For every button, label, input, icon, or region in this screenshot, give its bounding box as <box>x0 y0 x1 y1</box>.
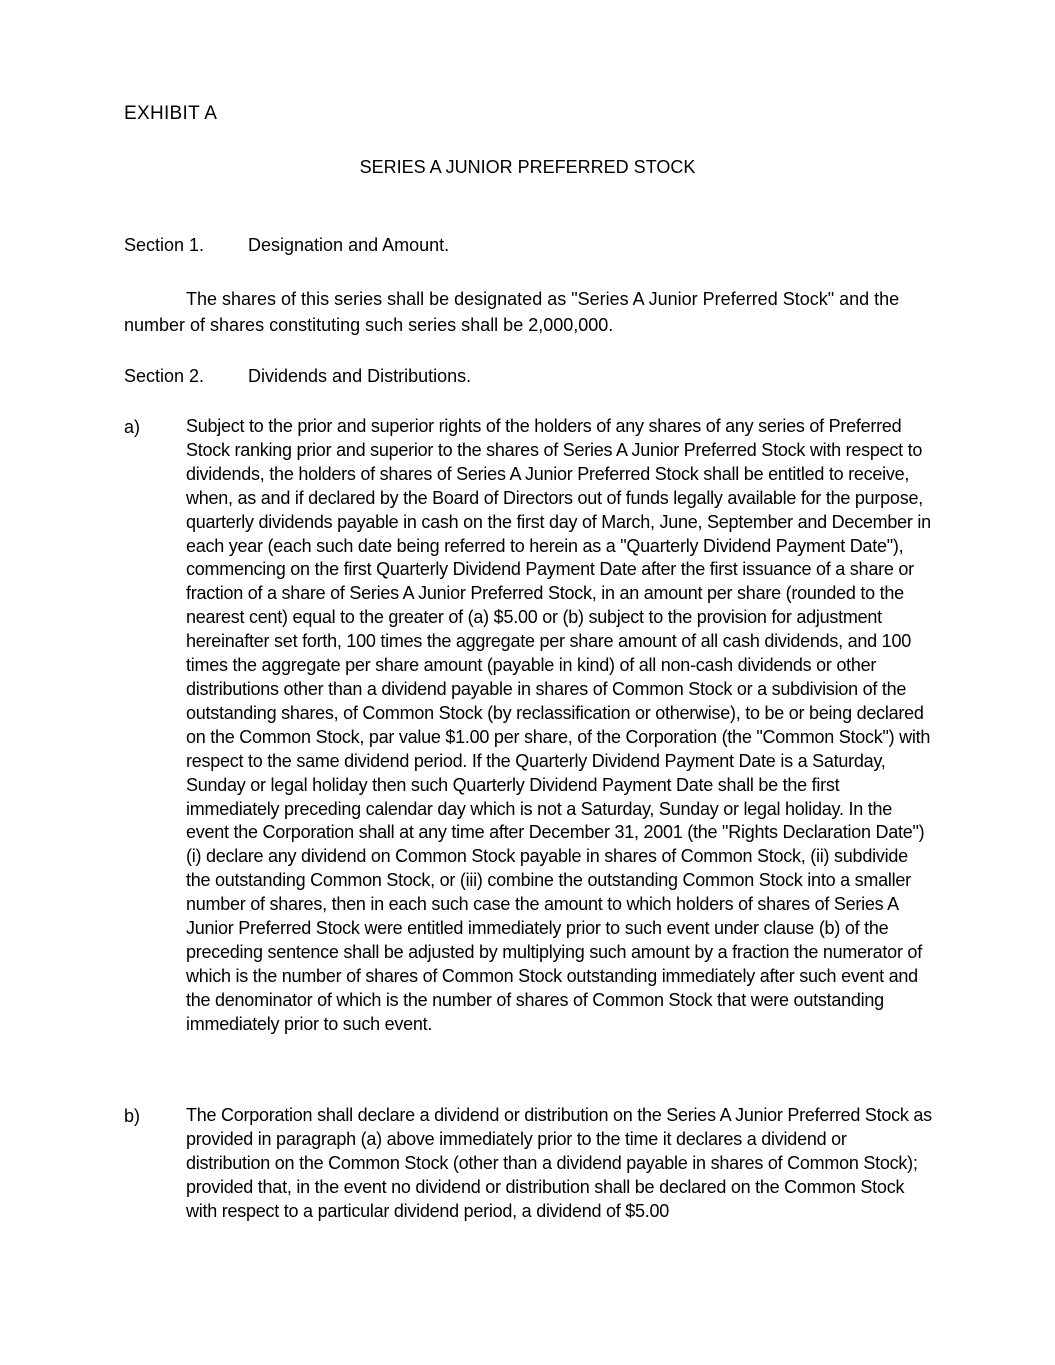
document-title: SERIES A JUNIOR PREFERRED STOCK <box>359 157 696 177</box>
section-2-title: Dividends and Distributions. <box>248 366 472 386</box>
section-1-title: Designation and Amount. <box>248 235 450 255</box>
section-2-heading <box>124 365 471 387</box>
list-item-a-text: Subject to the prior and superior rights of the holders of any shares of any series of Preferred Stock ranking prior and superior to the shares of Series A Junior Preferred Stock with respect to dividends, the holders of shares of Series A Junior Preferred Stock shall be entitled to receive, when, as and if declared by the Board of Directors out of funds legally available for the purpose, quarterly dividends payable in cash on the first day of March, June, September and December in each year (each such date being referred to herein as a "Quarterly Dividend Payment Date"), commencing on the first Quarterly Dividend Payment Date after the first issuance of a share or fraction of a share of Series A Junior Preferred Stock, in an amount per share (rounded to the nearest cent) equal to the greater of (a) $5.00 or (b) subject to the provision for adjustment hereinafter set forth, 100 times the aggregate per share amount of all cash dividends, and 100 times the aggregate per share amount (payable in kind) of all non-cash dividends or other distributions other than a dividend payable in shares of Common Stock or a subdivision of the outstanding shares, of Common Stock (by reclassification or otherwise), to be or being declared on the Common Stock, par value $1.00 per share, of the Corporation (the "Common Stock") with respect to the same dividend period. If the Quarterly Dividend Payment Date is a Saturday, Sunday or legal holiday then such Quarterly Dividend Payment Date shall be the first immediately preceding calendar day which is not a Saturday, Sunday or legal holiday. In the event the Corporation shall at any time after December 31, 2001 (the "Rights Declaration Date") (i) declare any dividend on Common Stock payable in shares of Common Stock, (ii) subdivide the outstanding Common Stock, or (iii) combine the outstanding Common Stock into a smaller number of shares, then in each such case the amount to which holders of shares of Series A Junior Preferred Stock were entitled immediately prior to such event under clause (b) of the preceding sentence shall be adjusted by multiplying such amount by a fraction the numerator of which is the number of shares of Common Stock outstanding immediately after such event and the denominator of which is the number of shares of Common Stock that were outstanding immediately prior to such event. <box>186 416 931 1034</box>
list-item-a-marker: a) <box>124 417 141 437</box>
list-item-b-marker: b) <box>124 1106 141 1126</box>
section-1-heading <box>124 234 449 256</box>
section-1-paragraph: The shares of this series shall be designated as "Series A Junior Preferred Stock" and the number of shares constituting such series shall be 2,000,000. <box>124 289 900 335</box>
list-item-b-text: The Corporation shall declare a dividend or distribution on the Series A Junior Preferred Stock as provided in paragraph (a) above immediately prior to the time it declares a dividend or distribution on the Common Stock (other than a dividend payable in shares of Common Stock); provided that, in the event no dividend or distribution shall be declared on the Common Stock with respect to a particular dividend period, a dividend of $5.00 <box>186 1105 932 1221</box>
exhibit-label: EXHIBIT A <box>124 103 218 124</box>
section-2-number: Section 2. <box>124 366 205 386</box>
section-1-number: Section 1. <box>124 235 205 255</box>
